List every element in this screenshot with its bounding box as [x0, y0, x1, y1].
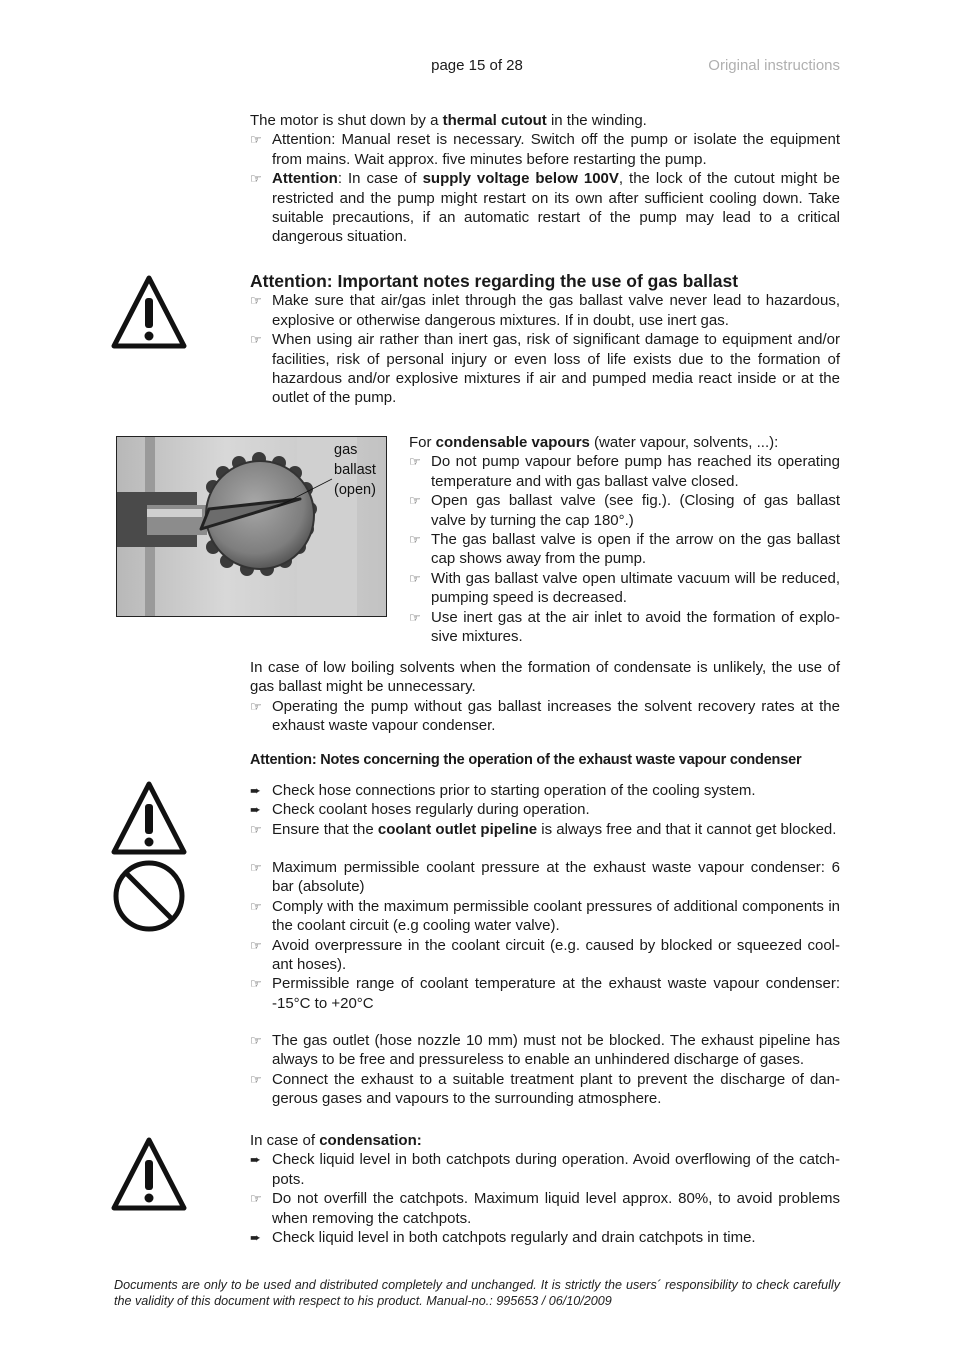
pointing-hand-icon: ☞ [250, 698, 262, 714]
pointing-hand-icon: ☞ [250, 332, 262, 348]
thermal-intro: The motor is shut down by a thermal cutout in the winding. [250, 112, 647, 129]
list-item: ☞ With gas ballast valve open ultimate vacuum will be reduced, pumping speed is decreased. [409, 569, 840, 607]
pointing-hand-icon: ☞ [409, 454, 421, 470]
header-label: Original instructions [708, 57, 840, 74]
warning-triangle-icon [111, 780, 187, 856]
vapours-intro: For condensable vapours (water vapour, solvents, ...): [409, 434, 779, 451]
pointing-hand-icon: ☞ [250, 293, 262, 309]
pointing-hand-icon: ☞ [250, 860, 262, 875]
pointing-hand-icon: ☞ [409, 570, 421, 586]
list-item: ☞ Maximum permissible coolant pressure at the exhaust waste vapour condenser: 6 bar (absolute) [250, 859, 840, 896]
pointing-hand-icon: ☞ [409, 532, 421, 548]
list-item: ☞ Comply with the maximum permissible coolant pressures of additional components in the coolant circuit (e.g cooling water valve). [250, 897, 840, 935]
list-item: ☞ Use inert gas at the air inlet to avoid the formation of explo-sive mixtures. [409, 608, 840, 646]
condenser-list-c [250, 1031, 840, 1109]
warning-triangle-icon [111, 274, 187, 350]
list-item: ➨ Check hose connections prior to starting operation of the cooling system. [250, 782, 756, 799]
solvents-paragraph: In case of low boiling solvents when the formation of condensate is unlikely, the use of gas ballast might be unnecessary. [250, 659, 840, 696]
list-item: ☞ Operating the pump without gas ballast increases the solvent recovery rates at the exhaust waste vapour condenser. [250, 697, 840, 735]
pointing-hand-icon: ☞ [250, 821, 262, 837]
section-low-boiling-solvents [250, 658, 840, 736]
list-item: ☞ When using air rather than inert gas, risk of significant damage to equipment and/or facilities, risk of personal injury or even loss of life exists due to the formation of hazardous and/or explosive mixtures if air and pumped media react inside or at the outlet of the pump. [250, 331, 840, 407]
gas-ballast-heading: Attention: Important notes regarding the use of gas ballast [250, 271, 739, 291]
list-item: ➨ Check coolant hoses regularly during operation. [250, 801, 590, 819]
condensation-intro: In case of condensation: [250, 1132, 422, 1149]
pointing-hand-icon: ☞ [250, 898, 262, 914]
list-item: ☞ Do not pump vapour before pump has reached its operating temperature and with gas ballast valve closed. [409, 453, 840, 490]
right-arrow-icon: ➨ [250, 802, 261, 818]
condenser-list-b [250, 858, 840, 1013]
section-condensable-vapours [409, 433, 840, 646]
section-condensation [250, 1131, 840, 1247]
right-arrow-icon: ➨ [250, 1230, 261, 1246]
gas-ballast-photo [116, 436, 387, 617]
figure-caption: gas ballast (open) [334, 442, 376, 498]
list-item: ☞ Make sure that air/gas inlet through the gas ballast valve never lead to hazardous, explosive or otherwise dangerous mixtures. If in doubt, use inert gas. [250, 292, 840, 329]
list-item: ☞ The gas ballast valve is open if the arrow on the gas ballast cap shows away from the pump. [409, 531, 840, 568]
list-item: ➨ Check liquid level in both catchpots regularly and drain catchpots in time. [250, 1229, 756, 1247]
pointing-hand-icon: ☞ [250, 1033, 262, 1048]
pointing-hand-icon: ☞ [250, 976, 262, 992]
pointing-hand-icon: ☞ [250, 1071, 262, 1087]
footer-disclaimer: Documents are only to be used and distributed completely and unchanged. It is strictly the users´ responsibility to check carefully the validity of this document with respect to his product. Manual-no.: 995653 / 06/10/2009 [114, 1278, 840, 1308]
prohibition-sign-icon [111, 860, 187, 932]
pointing-hand-icon: ☞ [250, 171, 262, 187]
list-item: ☞ The gas outlet (hose nozzle 10 mm) must not be blocked. The exhaust pipeline has always to be free and pressureless to enable an unhindered discharge of gases. [250, 1032, 840, 1069]
list-item: ➨ Check liquid level in both catchpots during operation. Avoid overflowing of the catch-pots. [250, 1151, 840, 1188]
page-number: page 15 of 28 [431, 57, 523, 74]
right-arrow-icon: ➨ [250, 783, 261, 798]
section-gas-ballast [250, 272, 840, 408]
right-arrow-icon: ➨ [250, 1152, 261, 1168]
condenser-heading: Attention: Notes concerning the operation of the exhaust waste vapour condenser [250, 752, 802, 768]
list-item: ☞ Open gas ballast valve (see fig.). (Closing of gas ballast valve by turning the cap 180°.) [409, 492, 840, 529]
list-item: ☞ Permissible range of coolant temperature at the exhaust waste vapour condenser: -15°C to +20°C [250, 975, 840, 1012]
list-item: ☞ Connect the exhaust to a suitable treatment plant to prevent the discharge of dan-gerous gases and vapours to the surrounding atmosphere. [250, 1070, 840, 1108]
pointing-hand-icon: ☞ [409, 609, 421, 625]
section-thermal-cutout [250, 111, 840, 247]
condenser-list-a [250, 781, 840, 839]
list-item: ☞ Avoid overpressure in the coolant circuit (e.g. caused by blocked or squeezed cool-ant hoses). [250, 936, 840, 974]
warning-triangle-icon [111, 1136, 187, 1212]
list-item: ☞ Do not overfill the catchpots. Maximum liquid level approx. 80%, to avoid problems when removing the catchpots. [250, 1190, 840, 1227]
list-item: ☞ Attention: In case of supply voltage below 100V, the lock of the cutout might be restricted and the pump might restart on its own after sufficient cooling down. Take suitable precautions, if an automatic restart of the pump may lead to a critical dangerous situation. [250, 170, 840, 246]
list-item: ☞ Ensure that the coolant outlet pipeline is always free and that it cannot get blocked. [250, 820, 837, 838]
pointing-hand-icon: ☞ [250, 1191, 262, 1207]
list-item: ☞ Attention: Manual reset is necessary. Switch off the pump or isolate the equipment from mains. Wait approx. five minutes before restarting the pump. [250, 131, 840, 168]
pointing-hand-icon: ☞ [250, 937, 262, 953]
condenser-heading-block [250, 751, 840, 770]
pointing-hand-icon: ☞ [409, 493, 421, 509]
pointing-hand-icon: ☞ [250, 132, 262, 148]
